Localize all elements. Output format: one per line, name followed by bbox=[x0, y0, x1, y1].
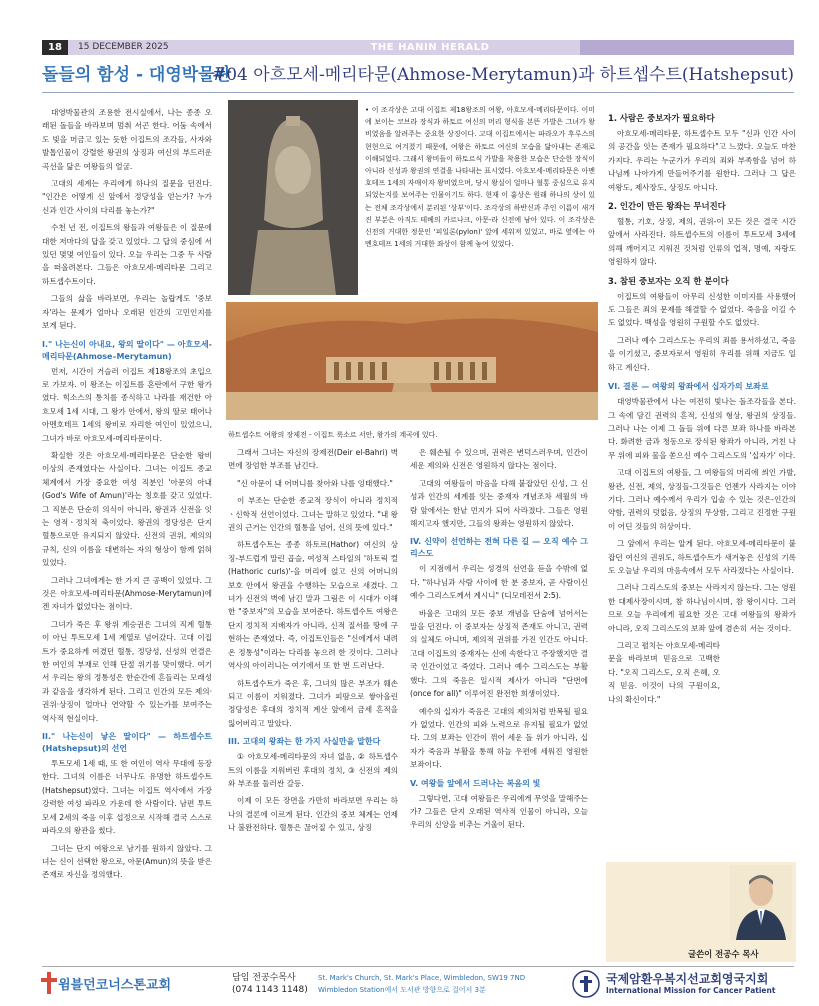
footer-divider bbox=[42, 966, 794, 967]
paragraph: 바울은 고대의 모든 중보 개념을 단숨에 넘어서는 말을 던진다. 이 중보자는 상징적 존재도 아니고, 권력의 실체도 아니며, 제의적 권위를 가진 인간도 아니다. 고대 이집트의 중재자는 신에 속한다고 주장했지만 결국 인간이었고 죽었다. 그러나 예수 그리스도는 부활했다. 그의 죽음은 일시적 제사가 아니라 "단번에(once for all)" 이루어진 완전한 희생이었다. bbox=[410, 608, 588, 699]
column-4 bbox=[608, 106, 796, 710]
mission-logo-icon bbox=[572, 970, 600, 998]
church-address bbox=[318, 972, 525, 996]
paragraph: 그들의 삶을 바라보면, 우리는 놀랍게도 '중보자'라는 문제가 얼마나 오래된 인간의 고민인지를 보게 된다. bbox=[42, 294, 212, 331]
paragraph: 하트셉수트가 죽은 후, 그녀의 많은 부조가 훼손되고 이름이 지워졌다. 그녀가 피땀으로 쌓아올린 정당성은 후대의 정치적 계산 앞에서 금세 흔적을 잃어버리고 말았다. bbox=[228, 678, 398, 728]
paragraph: 그렇다면, 고대 여왕들은 우리에게 무엇을 말해주는가? 그들은 단지 오래된 역사적 인물이 아니라, 오늘 우리의 신앙을 비추는 거울이 된다. bbox=[410, 793, 588, 830]
paragraph: ① 아흐모세-메리타문의 자녀 없음, ② 하트셉수트의 이름을 지워버린 후대의 정치, ③ 신전의 제의와 부조를 둘러싼 갈등. bbox=[228, 752, 398, 788]
point-heading: 2. 인간이 만든 왕좌는 무너진다 bbox=[608, 201, 726, 212]
section-heading: V. 여왕들 앞에서 드러나는 복음의 빛 bbox=[410, 778, 541, 788]
paragraph: 이제 이 모든 장면을 가만히 바라보면 우리는 하나의 결론에 이르게 된다. 인간의 중보 체계는 언제나 불완전하다. 혈통은 끊어질 수 있고, 상징 bbox=[228, 796, 398, 833]
section-heading: VI. 결론 — 여왕의 왕좌에서 십자가의 보좌로 bbox=[608, 382, 769, 392]
temple-photo bbox=[226, 302, 598, 420]
paragraph: 고대의 여왕들이 마음을 다해 붙잡았던 신성, 그 신성과 인간의 세계를 잇는 중재자 개념조차 세월의 바람 앞에서는 한낱 먼지가 되어 사라졌다. 그들은 영원해지고자 했지만, 그들의 왕좌는 영원하지 않았다. bbox=[410, 478, 588, 529]
paragraph: 이 부조는 단순한 종교적 장식이 아니라 정치적ㆍ신학적 선언이었다. 그녀는 말하고 있었다. "내 왕권의 근거는 인간의 혈통을 넘어, 신의 뜻에 있다." bbox=[228, 496, 398, 533]
paragraph: 그 앞에서 우리는 알게 된다. 아흐모세-메리타문이 붙잡던 여신의 권위도, 하트셉수트가 새겨놓은 신성의 기록도 오늘날 우리의 마음속에서 모두 사라졌다는 사실이다. bbox=[608, 539, 796, 575]
statue-caption: • 이 조각상은 고대 이집트 제18왕조의 여왕, 아흐모세-메리타문이다. 이미에 보이는 코브라 장식과 하토르 여신의 머리 형식을 본뜬 가발은 그녀가 왕비였음을 알려주는 중요한 상징이다. 고대 이집트에서는 파라오가 후루스의 현현으로 여겨졌기 때문에, 여왕은 하토르 여신의 모습을 닮아내는 존재로 이해되었다. 그래서 왕비들이 하토르식 가발을 착용한 모습은 단순한 장식이 아니라 신성과 왕권의 연결을 나타내는 표시였다. 아흐모세-메리타문은 아멘호테프 1세의 자매이자 왕비였으며, 당시 왕실이 얼마나 혈통 중심으로 유지되었는지를 보여주는 인물이기도 하다. 현재 이 흉상은 원래 하나의 상이 있는 전체 조각상에서 분리된 '상부'이다. 조각상의 하반신과 주인 이름이 새겨진 부분은 아직도 테베의 카르나크, 아문-라 신전에 남아 있다. 이 조각상은 신전의 거대한 정문인 '피일론(pylon)' 앞에 세워져 있었고, 바로 옆에는 아멘호테프 1세의 거대한 좌상이 함께 놓여 있었다. bbox=[365, 106, 595, 249]
series-title: 돌들의 함성 - 대영박물관 bbox=[42, 65, 232, 85]
paragraph: 혈통, 기호, 상징, 제의, 권위-이 모든 것은 결국 시간 앞에서 사라진다. 하트셉수트의 이름이 투트모세 3세에 의해 깨어지고 지워진 것처럼 인류의 업적, 명예, 자랑도 영원하지 않다. bbox=[608, 217, 796, 267]
paragraph: 수천 년 전, 이집트의 왕들과 여왕들은 이 질문에 대한 저마다의 답을 갖고 있었다. 그 답의 중심에 서 있던 몇몇 여인들이 있다. 오늘 우리는 그중 두 사람을 떠올려본다. 그들은 아흐모세-메리타문 그리고 하트셉수트이다. bbox=[42, 223, 212, 286]
paragraph: 그래서 그녀는 자신의 장제전(Deir el-Bahri) 벽면에 장엄한 부조를 남긴다. bbox=[228, 448, 398, 471]
issue-date: 15 DECEMBER 2025 bbox=[78, 42, 169, 52]
paragraph: 그녀가 죽은 후 왕위 계승권은 그녀의 직계 혈통이 아닌 투트모세 1세 계열로 넘어갔다. 고대 이집트가 중요하게 여겼던 혈통, 정당성, 신성의 연결은 한 여인의 부재로 인해 단절 위기를 맞이했다. 여기서 우리는 왕의 정통성은 한순간에 흔들리는 모래성과 같음을 생각하게 된다. 그리고 인간의 모든 제의·권위·상징이 얼마나 연약할 수 있는가를 보여주는 역사적 현실이다. bbox=[42, 619, 212, 723]
paragraph: "신 아문이 내 어머니를 찾아와 나를 잉태했다." bbox=[237, 478, 393, 488]
paragraph: 확실한 것은 아흐모세-메리타문은 단순한 왕비 이상의 존재였다는 사실이다. 그녀는 이집트 종교 체계에서 가장 중요한 여성 직분인 '아문의 아내(God's Wife of Amun)'라는 칭호를 갖고 있었다. 그 직분은 단순히 의식이 아니라, 왕권과 신전을 잇는 영적ㆍ정치적 축이었다. 왕권의 정당성은 단지 혈통으로만 유지되지 않았다. 신전의 권위, 제의의 규칙, 신의 이름을 대변하는 자의 형상이 함께 얽혀 있었다. bbox=[42, 450, 212, 568]
paper-name: THE HANIN HERALD bbox=[370, 42, 490, 53]
paragraph: 그녀는 단지 여왕으로 남기를 원하지 않았다. 그녀는 신이 선택한 왕으로, 아문(Amun)의 뜻을 받은 존재로 자신을 정의했다. bbox=[42, 843, 212, 880]
pastor-info bbox=[232, 972, 308, 996]
pastor-label: 담임 전공수목사 bbox=[232, 973, 296, 983]
paragraph: 이 지점에서 우리는 성경의 선언을 듣을 수밖에 없다. "하나님과 사람 사이에 한 분 중보자, 곧 사람이신 예수 그리스도께서 계시니" (디모데전서 2:5). bbox=[410, 564, 588, 601]
header-band-right bbox=[580, 40, 794, 55]
column-1 bbox=[42, 106, 212, 886]
paragraph: 그러나 예수 그리스도는 우리의 죄를 용서하셨고, 죽음을 이기셨고, 중보자로서 영원히 우리를 위해 지금도 일하고 계신다. bbox=[608, 335, 796, 372]
paragraph: 고대의 세계는 우리에게 하나의 질문을 던진다. "인간은 어떻게 신 앞에서 정당성을 얻는가? 누가 신과 인간 사이의 다리를 놓는가?" bbox=[42, 179, 212, 215]
paragraph: 투트모세 1세 때, 또 한 여인이 역사 무대에 등장한다. 그녀의 이름은 너무나도 유명한 하트셉수트(Hatshepsut)였다. 그녀는 이집트 역사에서 가장 강력한 여성 파라오 가운데 한 사람이다. 남편 투트모세 2세의 죽음 이후 섭정으로 시작해 결국 스스로 파라오의 왕관을 썼다. bbox=[42, 759, 212, 836]
paragraph: 아흐모세-메리타문, 하트셉수트 모두 "신과 인간 사이의 공간을 잇는 존재가 필요하다"고 느꼈다. 오늘도 마찬가지다. 우리는 누군가가 우리의 죄와 부족함을 넘어 하나님께 나아가게 만들어주기를 원한다. 그러나 그 답은 여왕도, 제사장도, 상징도 아니다. bbox=[608, 129, 796, 192]
address-line: St. Mark's Church, St. Mark's Place, Wimbledon, SW19 7ND bbox=[318, 974, 526, 982]
title-divider bbox=[42, 92, 794, 93]
paragraph: 고대 이집트의 여왕들, 그 여왕들의 머리에 씌인 가발, 왕관, 신전, 제의, 상징들-그것들은 언젠가 사라지는 이야기다. 그러나 예수께서 우리가 입술 수 있는 것은-인간의 약함, 권력의 덧없음, 상징의 무상함, 그리고 진정한 구원이 어딘 것들의 허상이다. bbox=[608, 468, 796, 531]
section-heading: II." 나는신이 낳은 딸이다" — 하트셉수트(Hatshepsut)의 선언 bbox=[42, 732, 212, 754]
mission-name-english: International Mission for Cancer Patient bbox=[606, 986, 776, 995]
paragraph: 그리고 펼치는 아흐모세-메리타문을 바라보며 믿음으로 고백한다. "오직 그리스도, 오직 은혜, 오직 믿음. 이것이 나의 구원이요, 나의 확신이다." bbox=[608, 641, 720, 704]
page-number: 18 bbox=[42, 40, 68, 55]
section-heading: III. 고대의 왕좌는 한 가지 사실만을 말한다 bbox=[228, 737, 381, 747]
author-photo bbox=[730, 865, 792, 940]
column-3 bbox=[410, 446, 588, 836]
paragraph: 은 훼손될 수 있으며, 권력은 변덕스러우며, 인간이 세운 제의와 신전은 영원하지 않다는 점이다. bbox=[410, 448, 588, 471]
statue-photo bbox=[228, 100, 358, 295]
paragraph: 그러나 그리스도의 중보는 사라지지 않는다. 그는 영원한 대제사장이시며, 참 하나님이시며, 참 왕이시다. 그러므로 오늘 우리에게 필요한 것은 고대 여왕들의 왕좌가 아니라, 오직 그리스도의 보좌 앞에 겸손히 서는 것이다. bbox=[608, 583, 796, 633]
paragraph: 하트셉수트는 종종 하토르(Hathor) 여신의 상징-부드럽게 말린 곱슬, 여성적 스타일의 '하토릭 컬(Hathoric curls)'-을 머리에 얹고 신의 어머니의 보호 안에서 왕권을 수행하는 모습으로 새겼다. 그녀가 신전의 벽에 남긴 말과 그림은 이 시대가 이해한 "중보자"의 모습을 보여준다. 하트셉수트 여왕은 단지 정치적 지배자가 아니라, 신적 질서를 땅에 구현하는 존재였다. 즉, 이집트인들은 "신에게서 내려온 정통성"이라는 다리를 놓으려 한 것이다. 그러나 역사의 아이러니는 여기에서 또 한 번 드러난다. bbox=[228, 540, 398, 671]
section-heading: IV. 신약이 선언하는 전혀 다른 길 — 오직 예수 그리스도 bbox=[410, 537, 588, 559]
paragraph: 먼저, 시간이 거슬러 이집트 제18왕조의 초입으로 가보자. 이 왕조는 이집트를 혼란에서 구한 왕가였다. 힉소스의 통치를 종식하고 나라를 재건한 아흐모세 1세 시대, 그 왕가 안에서, 왕의 딸로 태어나 아멘호테프 1세의 왕비로 자리한 여인이 있었으니, 그녀가 바로 아흐모세-메리타문이다. bbox=[42, 366, 212, 443]
paragraph: 이집트의 여왕들이 아무리 신성한 이미지를 사용했어도 그들은 죄의 문제를 해결할 수 없었다. 죽음을 이길 수도 없었다. 백성을 영원히 구원할 수도 없었다. bbox=[608, 291, 796, 328]
paragraph: 예수의 십자가 죽음은 고대의 제의처럼 반복될 필요가 없었다. 인간의 피와 노력으로 유지될 필요가 없었다. 그의 보좌는 인간이 꺾어 세운 돌 위가 아니라, 십자가 죽음과 부활을 통해 하늘 우편에 세워진 영원한 보좌이다. bbox=[410, 706, 588, 770]
paragraph: 대영박물관의 조용한 전시실에서, 나는 종종 오래된 돌들을 바라보며 멈춰 서곤 한다. 어둠 속에서도 빛을 머금고 있는 듯한 이집트의 조각들, 사자와 발톱인물이 강렬한 왕권의 상징과 여신의 부드러운 곡선을 닮은 여왕들의 얼굴. bbox=[42, 108, 212, 171]
point-heading: 3. 참된 중보자는 오직 한 분이다 bbox=[608, 275, 729, 286]
church-name: 윔블던코너스톤교회 bbox=[58, 978, 172, 993]
mission-name: 국제암환우복지선교회영국지회 bbox=[606, 972, 769, 986]
author-byline: 글쓴이 전공수 목사 bbox=[688, 949, 759, 959]
point-heading: 1. 사람은 중보자가 필요하다 bbox=[608, 113, 715, 123]
temple-photo-caption: 하트셉수트 여왕의 장제전 - 이집트 룩소르 서안, 왕가의 계곡에 있다. bbox=[228, 431, 438, 439]
address-directions: Wimbledon Station에서 도서관 방향으로 걸어서 3분 bbox=[318, 986, 486, 994]
paragraph: 그러나 그녀에게는 한 가지 큰 공백이 있었다. 그것은 아흐모세-메리타문(Ahmose-Merytamun)에겐 자녀가 없었다는 점이다. bbox=[42, 575, 212, 612]
article-title: #04 아흐모세-메리타문(Ahmose-Merytamun)과 하트셉수트(Hatshepsut) bbox=[212, 65, 795, 85]
pastor-phone: (074 1143 1148) bbox=[232, 985, 308, 995]
column-2 bbox=[228, 446, 398, 839]
section-heading: I." 나는신이 아내요, 왕의 딸이다" — 아흐모세-메리타문(Ahmose–Merytamun) bbox=[42, 339, 212, 361]
church-cross-icon bbox=[40, 972, 58, 994]
paragraph: 대영박물관에서 나는 여전히 빛나는 돌조각들을 본다. 그 속에 담긴 권력의 흔적, 신성의 형상, 왕권의 상징들. 그러나 나는 이제 그 돌들 위에 다른 보좌 하나를 바라본다. 화려한 금과 청동으로 장식된 왕좌가 아니라, 거친 나무 위에 피와 물을 쏟으신 예수 그리스도의 '십자가' 이다. bbox=[608, 397, 796, 460]
